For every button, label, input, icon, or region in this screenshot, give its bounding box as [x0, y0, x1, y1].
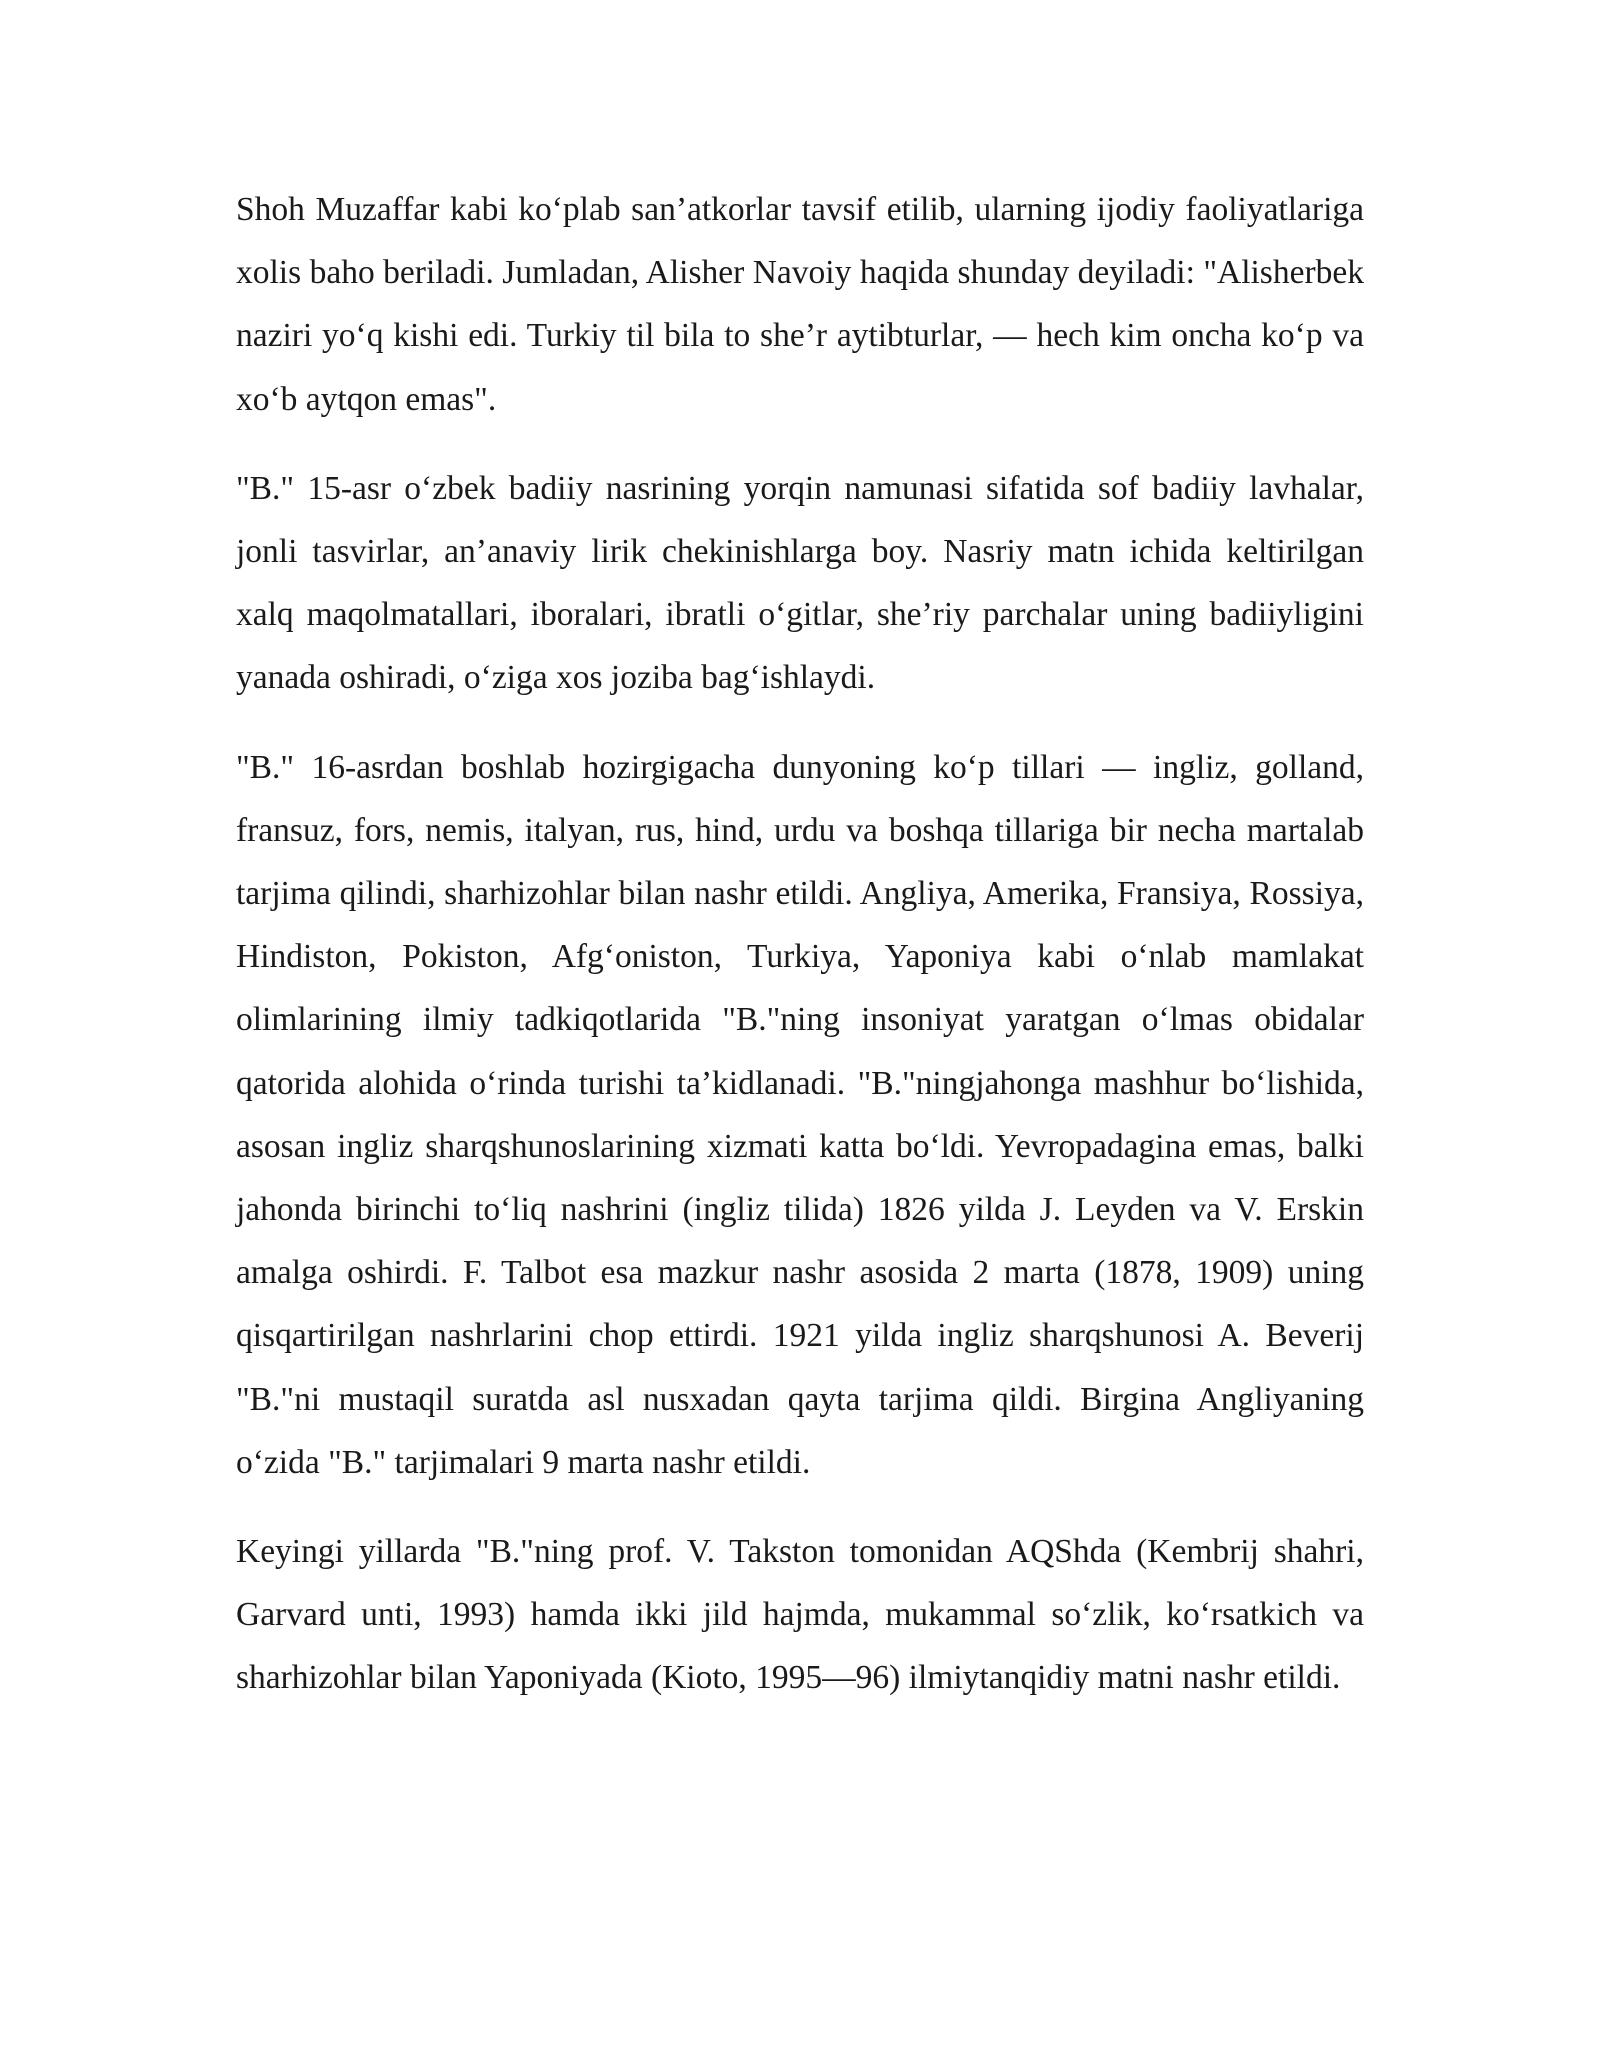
paragraph-3: "B." 16-asrdan boshlab hozirgigacha dunyoning koʻp tillari — ingliz, golland, fransuz, fors, nemis, italyan, rus, hind, urdu va boshqa tillariga bir necha martalab tarjima qilindi, sharhizohlar bilan nashr etildi. Angliya, Amerika, Fransiya, Rossiya, Hindiston, Pokiston, Afgʻoniston, Turkiya, Yaponiya kabi oʻnlab mamlakat olimlarining ilmiy tadkiqotlarida "B."ning insoniyat yaratgan oʻlmas obidalar qatorida alohida oʻrinda turishi ta’kidlanadi. "B."ningjahonga mashhur boʻlishida, asosan ingliz sharqshunoslarining xizmati katta boʻldi. Yevropadagina emas, balki jahonda birinchi toʻliq nashrini (ingliz tilida) 1826 yilda J. Leyden va V. Erskin amalga oshirdi. F. Talbot esa mazkur nashr asosida 2 marta (1878, 1909) uning qisqartirilgan nashrlarini chop ettirdi. 1921 yilda ingliz sharqshunosi A. Beverij "B."ni mustaqil suratda asl nusxadan qayta tarjima qildi. Birgina Angliyaning oʻzida "B." tarjimalari 9 marta nashr etildi.: [236, 748, 1364, 1481]
paragraph-2: "B." 15-asr oʻzbek badiiy nasrining yorqin namunasi sifatida sof badiiy lavhalar, jonli tasvirlar, an’anaviy lirik chekinishlarga boy. Nasriy matn ichida keltirilgan xalq maqolmatallari, iboralari, ibratli oʻgitlar, she’riy parchalar uning badiiyligini yanada oshiradi, oʻziga xos joziba bagʻishlaydi.: [236, 469, 1364, 697]
paragraph-4: Keyingi yillarda "B."ning prof. V. Takston tomonidan AQShda (Kembrij shahri, Garvard unti, 1993) hamda ikki jild hajmda, mukammal soʻzlik, koʻrsatkich va sharhizohlar bilan Yaponiyada (Kioto, 1995—96) ilmiytanqidiy matni nashr etildi.: [236, 1533, 1364, 1697]
document-body: [236, 178, 1364, 1736]
paragraph-1: Shoh Muzaffar kabi koʻplab san’atkorlar tavsif etilib, ularning ijodiy faoliyatlariga xolis baho beriladi. Jumladan, Alisher Navoiy haqida shunday deyiladi: "Alisherbek naziri yoʻq kishi edi. Turkiy til bila to she’r aytibturlar, — hech kim oncha koʻp va xoʻb aytqon emas".: [236, 191, 1364, 418]
